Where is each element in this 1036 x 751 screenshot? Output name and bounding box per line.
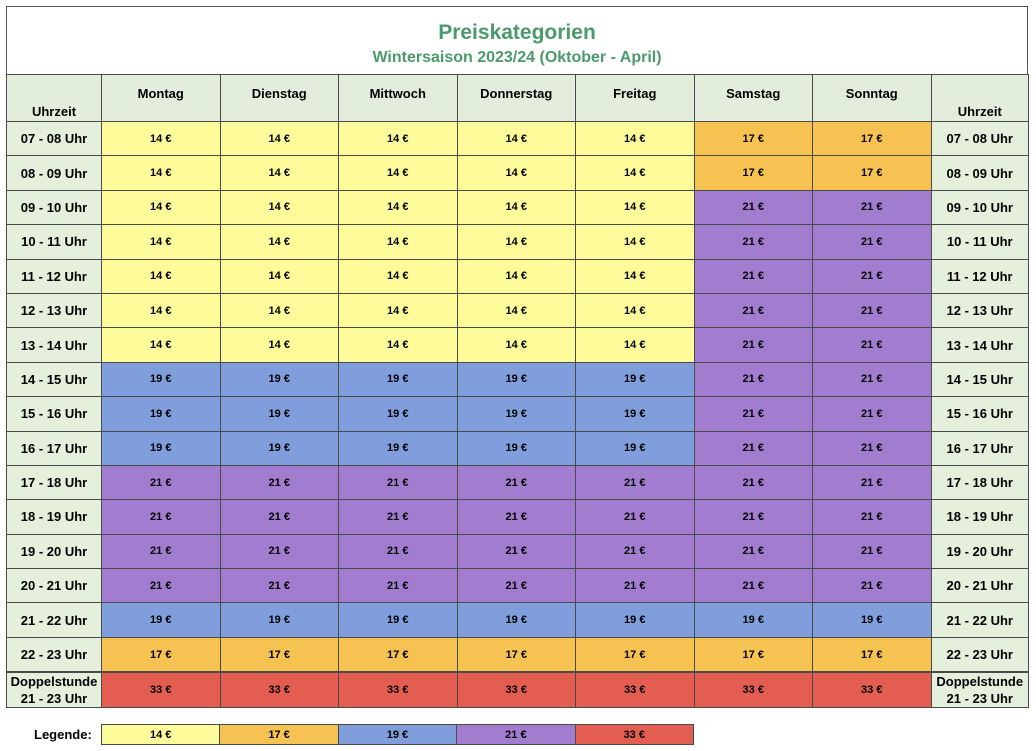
double-hour-label-right [931, 673, 1029, 708]
price-cell: 19 € [339, 431, 458, 465]
price-table-body [7, 122, 1029, 672]
double-hour-table [6, 672, 1029, 708]
price-cell: 19 € [102, 603, 221, 637]
price-cell: 21 € [339, 500, 458, 534]
price-cell: 14 € [102, 225, 221, 259]
price-cell: 14 € [220, 225, 339, 259]
double-hour-row [7, 673, 1029, 708]
time-slot-label-left: 09 - 10 Uhr [7, 190, 102, 224]
price-cell: 21 € [694, 569, 813, 603]
price-cell: 21 € [102, 500, 221, 534]
time-slot-label-right: 16 - 17 Uhr [931, 431, 1029, 465]
price-cell: 19 € [220, 397, 339, 431]
price-cell: 19 € [102, 397, 221, 431]
price-cell: 19 € [339, 603, 458, 637]
price-cell: 17 € [694, 156, 813, 190]
price-cell: 14 € [339, 156, 458, 190]
price-cell: 14 € [102, 156, 221, 190]
price-cell: 21 € [813, 362, 932, 396]
price-cell: 14 € [102, 328, 221, 362]
price-cell: 21 € [694, 534, 813, 568]
price-cell: 21 € [813, 431, 932, 465]
table-row [7, 225, 1029, 259]
price-cell: 19 € [576, 397, 695, 431]
price-cell: 21 € [457, 534, 576, 568]
price-cell: 19 € [576, 431, 695, 465]
day-header-donnerstag: Donnerstag [457, 75, 576, 122]
price-cell: 14 € [339, 190, 458, 224]
day-header-mittwoch: Mittwoch [339, 75, 458, 122]
double-hour-label-line1: Doppelstunde [936, 674, 1024, 689]
legend-table [101, 724, 694, 745]
legend-item-14: 14 € [102, 725, 220, 745]
price-cell: 21 € [220, 465, 339, 499]
price-cell: 14 € [339, 259, 458, 293]
time-slot-label-right: 13 - 14 Uhr [931, 328, 1029, 362]
time-slot-label-left: 14 - 15 Uhr [7, 362, 102, 396]
day-header-dienstag: Dienstag [220, 75, 339, 122]
time-slot-label-right: 15 - 16 Uhr [931, 397, 1029, 431]
table-row [7, 603, 1029, 637]
price-cell: 19 € [576, 603, 695, 637]
price-cell: 14 € [576, 156, 695, 190]
table-row [7, 156, 1029, 190]
legend-item-17: 17 € [220, 725, 338, 745]
legend-item-33: 33 € [575, 725, 693, 745]
price-cell: 21 € [339, 534, 458, 568]
page-title: Preiskategorien [438, 21, 596, 44]
price-cell: 19 € [576, 362, 695, 396]
price-cell: 21 € [694, 500, 813, 534]
time-slot-label-left: 15 - 16 Uhr [7, 397, 102, 431]
table-row [7, 190, 1029, 224]
price-cell: 19 € [457, 431, 576, 465]
day-header-freitag: Freitag [576, 75, 695, 122]
price-cell: 21 € [220, 569, 339, 603]
price-cell: 14 € [102, 122, 221, 156]
table-row [7, 362, 1029, 396]
title-box [6, 6, 1028, 74]
price-cell: 21 € [694, 362, 813, 396]
table-row [7, 465, 1029, 499]
price-cell: 17 € [457, 637, 576, 671]
time-column-header-left: Uhrzeit [7, 75, 102, 122]
price-cell: 14 € [339, 122, 458, 156]
price-cell: 14 € [457, 190, 576, 224]
time-slot-label-right: 14 - 15 Uhr [931, 362, 1029, 396]
price-cell: 14 € [457, 225, 576, 259]
price-cell: 19 € [457, 603, 576, 637]
time-slot-label-left: 07 - 08 Uhr [7, 122, 102, 156]
price-cell: 14 € [220, 328, 339, 362]
double-hour-price-cell: 33 € [339, 673, 458, 708]
time-slot-label-left: 13 - 14 Uhr [7, 328, 102, 362]
time-slot-label-left: 12 - 13 Uhr [7, 293, 102, 327]
table-row [7, 500, 1029, 534]
legend-row [102, 725, 694, 745]
legend-item-19: 19 € [338, 725, 456, 745]
table-row [7, 569, 1029, 603]
double-hour-price-cell: 33 € [813, 673, 932, 708]
time-slot-label-right: 07 - 08 Uhr [931, 122, 1029, 156]
price-cell: 14 € [102, 190, 221, 224]
price-cell: 14 € [339, 225, 458, 259]
time-slot-label-right: 17 - 18 Uhr [931, 465, 1029, 499]
price-cell: 21 € [102, 569, 221, 603]
time-slot-label-left: 08 - 09 Uhr [7, 156, 102, 190]
time-slot-label-right: 21 - 22 Uhr [931, 603, 1029, 637]
price-cell: 17 € [220, 637, 339, 671]
price-cell: 21 € [102, 534, 221, 568]
price-cell: 21 € [813, 569, 932, 603]
table-row [7, 534, 1029, 568]
price-cell: 14 € [576, 122, 695, 156]
price-cell: 21 € [576, 465, 695, 499]
price-cell: 21 € [694, 225, 813, 259]
double-hour-price-cell: 33 € [102, 673, 221, 708]
price-cell: 21 € [694, 431, 813, 465]
double-hour-label-line1: Doppelstunde [10, 674, 98, 689]
time-column-header-right: Uhrzeit [931, 75, 1029, 122]
price-cell: 19 € [102, 362, 221, 396]
time-slot-label-right: 20 - 21 Uhr [931, 569, 1029, 603]
price-cell: 19 € [102, 431, 221, 465]
price-cell: 14 € [102, 259, 221, 293]
table-row [7, 328, 1029, 362]
time-slot-label-left: 10 - 11 Uhr [7, 225, 102, 259]
table-row [7, 431, 1029, 465]
price-cell: 19 € [339, 397, 458, 431]
time-slot-label-left: 18 - 19 Uhr [7, 500, 102, 534]
price-cell: 21 € [694, 328, 813, 362]
double-hour-label-line2: 21 - 23 Uhr [946, 691, 1013, 706]
price-cell: 21 € [813, 534, 932, 568]
price-cell: 19 € [457, 397, 576, 431]
page-subtitle: Wintersaison 2023/24 (Oktober - April) [372, 49, 662, 66]
price-cell: 17 € [694, 122, 813, 156]
price-cell: 14 € [339, 328, 458, 362]
price-cell: 14 € [339, 293, 458, 327]
price-cell: 17 € [813, 122, 932, 156]
price-cell: 14 € [457, 156, 576, 190]
double-hour-price-cell: 33 € [694, 673, 813, 708]
price-cell: 21 € [576, 534, 695, 568]
time-slot-label-left: 20 - 21 Uhr [7, 569, 102, 603]
price-table [6, 74, 1029, 672]
day-header-sonntag: Sonntag [813, 75, 932, 122]
time-slot-label-right: 12 - 13 Uhr [931, 293, 1029, 327]
legend-label: Legende: [34, 727, 92, 742]
price-cell: 21 € [576, 500, 695, 534]
price-cell: 19 € [813, 603, 932, 637]
price-cell: 14 € [576, 190, 695, 224]
price-cell: 21 € [694, 293, 813, 327]
price-cell: 21 € [694, 259, 813, 293]
price-cell: 21 € [813, 293, 932, 327]
time-slot-label-left: 11 - 12 Uhr [7, 259, 102, 293]
price-cell: 21 € [339, 569, 458, 603]
price-cell: 14 € [457, 328, 576, 362]
table-row [7, 397, 1029, 431]
price-cell: 21 € [694, 190, 813, 224]
price-cell: 21 € [457, 465, 576, 499]
table-row [7, 293, 1029, 327]
price-cell: 21 € [813, 259, 932, 293]
price-cell: 21 € [813, 397, 932, 431]
price-cell: 14 € [220, 293, 339, 327]
price-cell: 21 € [102, 465, 221, 499]
double-hour-label-line2: 21 - 23 Uhr [20, 691, 88, 706]
price-cell: 14 € [576, 293, 695, 327]
time-slot-label-right: 10 - 11 Uhr [931, 225, 1029, 259]
price-cell: 21 € [339, 465, 458, 499]
time-slot-label-left: 22 - 23 Uhr [7, 637, 102, 671]
price-cell: 21 € [220, 500, 339, 534]
price-cell: 14 € [576, 225, 695, 259]
price-cell: 19 € [220, 431, 339, 465]
price-cell: 21 € [694, 397, 813, 431]
price-cell: 17 € [694, 637, 813, 671]
price-cell: 19 € [457, 362, 576, 396]
price-cell: 21 € [813, 190, 932, 224]
time-slot-label-left: 16 - 17 Uhr [7, 431, 102, 465]
header-row [7, 75, 1029, 122]
time-slot-label-right: 08 - 09 Uhr [931, 156, 1029, 190]
price-cell: 21 € [813, 500, 932, 534]
time-slot-label-right: 18 - 19 Uhr [931, 500, 1029, 534]
price-cell: 14 € [220, 190, 339, 224]
legend-item-21: 21 € [457, 725, 575, 745]
price-cell: 19 € [339, 362, 458, 396]
time-slot-label-left: 19 - 20 Uhr [7, 534, 102, 568]
price-cell: 14 € [102, 293, 221, 327]
time-slot-label-right: 19 - 20 Uhr [931, 534, 1029, 568]
price-cell: 17 € [576, 637, 695, 671]
price-cell: 21 € [813, 225, 932, 259]
price-cell: 14 € [457, 293, 576, 327]
price-cell: 14 € [220, 156, 339, 190]
price-cell: 14 € [220, 259, 339, 293]
price-cell: 21 € [813, 465, 932, 499]
price-cell: 21 € [694, 465, 813, 499]
price-cell: 14 € [576, 328, 695, 362]
table-row [7, 637, 1029, 671]
price-cell: 17 € [102, 637, 221, 671]
price-cell: 21 € [457, 500, 576, 534]
time-slot-label-right: 11 - 12 Uhr [931, 259, 1029, 293]
time-slot-label-right: 09 - 10 Uhr [931, 190, 1029, 224]
price-cell: 14 € [457, 259, 576, 293]
price-cell: 14 € [457, 122, 576, 156]
price-cell: 21 € [813, 328, 932, 362]
table-row [7, 122, 1029, 156]
double-hour-label-left [7, 673, 102, 708]
price-cell: 19 € [220, 603, 339, 637]
price-cell: 14 € [220, 122, 339, 156]
table-row [7, 259, 1029, 293]
time-slot-label-left: 17 - 18 Uhr [7, 465, 102, 499]
price-cell: 17 € [339, 637, 458, 671]
time-slot-label-right: 22 - 23 Uhr [931, 637, 1029, 671]
day-header-samstag: Samstag [694, 75, 813, 122]
price-cell: 21 € [220, 534, 339, 568]
price-cell: 21 € [457, 569, 576, 603]
price-cell: 19 € [220, 362, 339, 396]
price-cell: 17 € [813, 637, 932, 671]
price-cell: 14 € [576, 259, 695, 293]
day-header-montag: Montag [102, 75, 221, 122]
double-hour-price-cell: 33 € [220, 673, 339, 708]
price-cell: 17 € [813, 156, 932, 190]
time-slot-label-left: 21 - 22 Uhr [7, 603, 102, 637]
price-cell: 21 € [576, 569, 695, 603]
double-hour-price-cell: 33 € [457, 673, 576, 708]
double-hour-price-cell: 33 € [576, 673, 695, 708]
price-cell: 19 € [694, 603, 813, 637]
